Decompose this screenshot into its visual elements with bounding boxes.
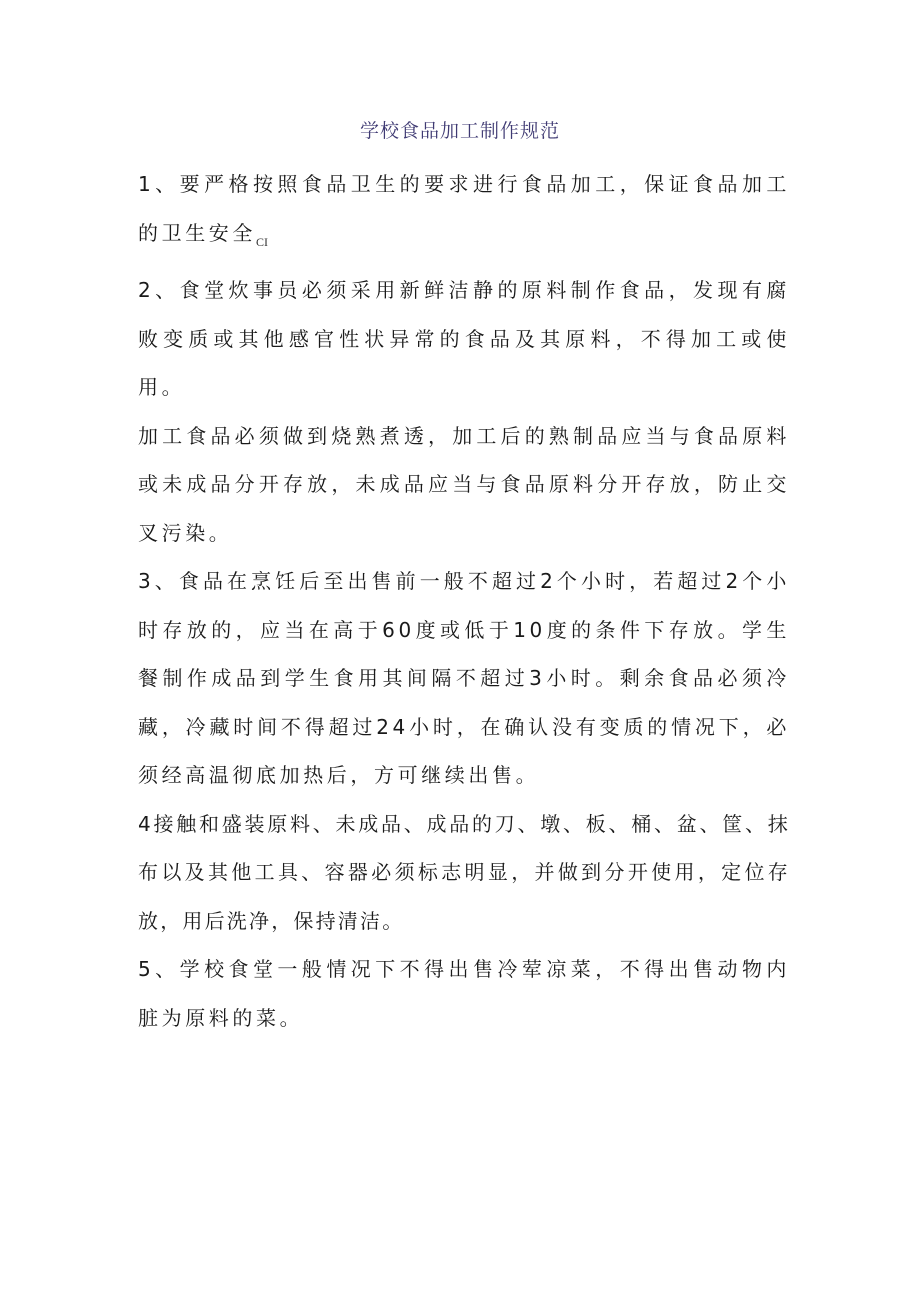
document-title: 学校食品加工制作规范	[359, 120, 560, 142]
paragraph-1-text: 1、要严格按照食品卫生的要求进行食品加工，保证食品加工的卫生安全	[138, 172, 790, 245]
paragraph-1-suffix: CI	[256, 234, 268, 249]
paragraph-6: 5、学校食堂一般情况下不得出售冷荤凉菜，不得出售动物内脏为原料的菜。	[138, 957, 790, 1030]
paragraph-3: 加工食品必须做到烧熟煮透，加工后的熟制品应当与食品原料或未成品分开存放，未成品应当与食品原料分开存放，防止交叉污染。	[138, 423, 790, 545]
document-body	[138, 160, 790, 1042]
paragraph-1	[138, 160, 790, 266]
paragraph-2: 2、食堂炊事员必须采用新鲜洁静的原料制作食品，发现有腐败变质或其他感官性状异常的食品及其原料，不得加工或使用。	[138, 278, 790, 399]
paragraph-5: 4接触和盛装原料、未成品、成品的刀、墩、板、桶、盆、筐、抹布以及其他工具、容器必须标志明显，并做到分开使用，定位存放，用后洗净，保持清洁。	[138, 811, 790, 933]
paragraph-4: 3、食品在烹饪后至出售前一般不超过2个小时，若超过2个小时存放的，应当在高于60度或低于10度的条件下存放。学生餐制作成品到学生食用其间隔不超过3小时。剩余食品必须冷藏，冷藏时间不得超过24小时，在确认没有变质的情况下，必须经高温彻底加热后，方可继续出售。	[138, 569, 790, 787]
